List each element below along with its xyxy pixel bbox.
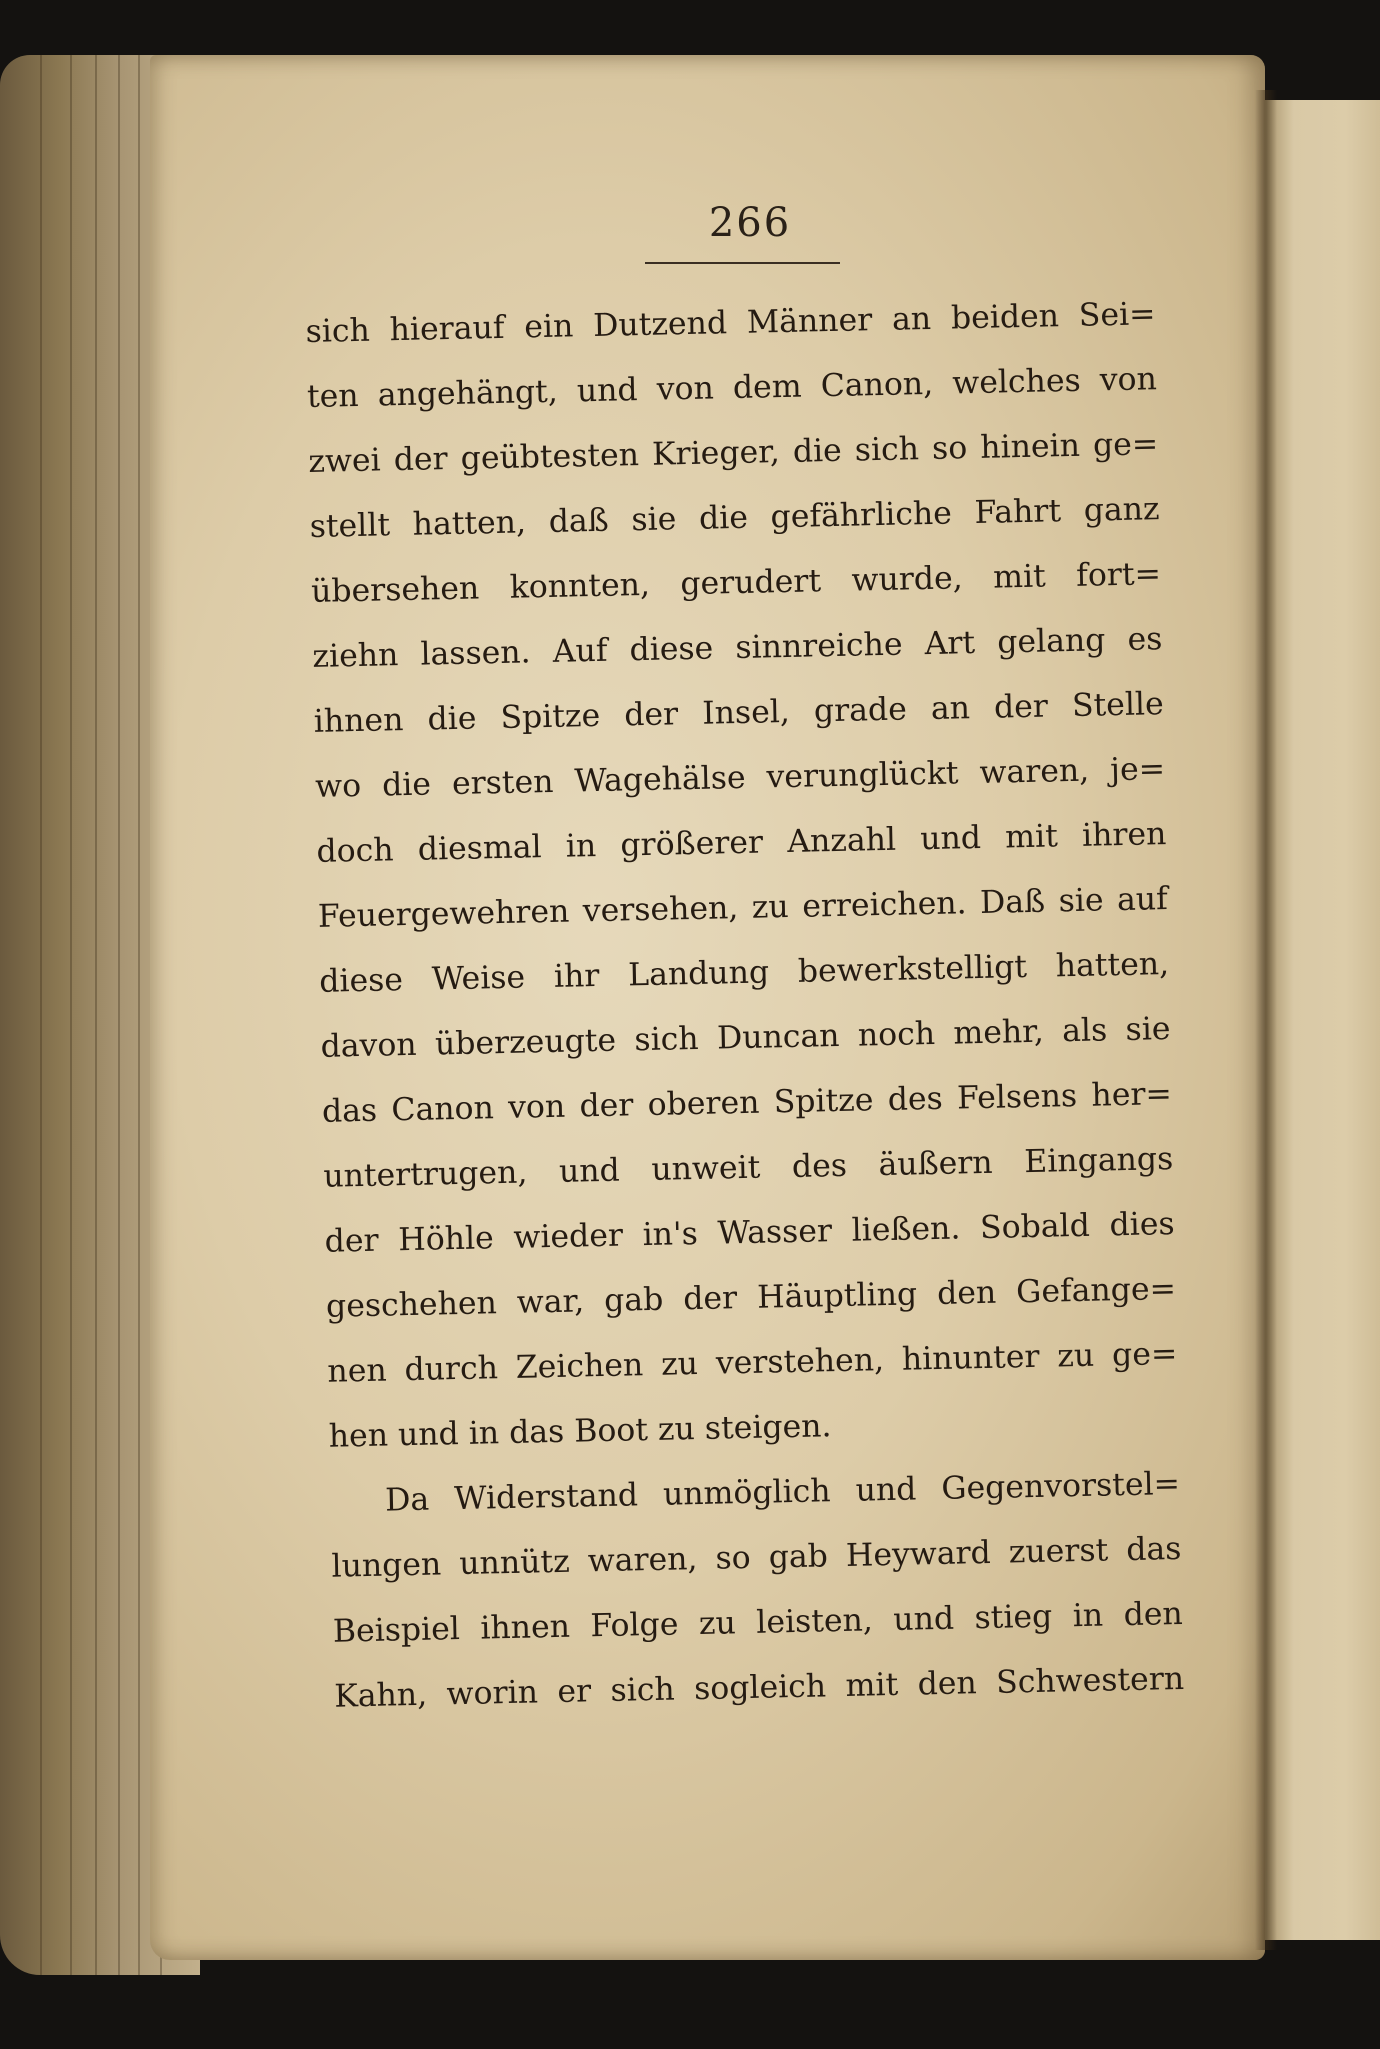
text-line: davon überzeugte sich Duncan noch mehr, als sie bbox=[320, 1011, 1171, 1065]
body-text bbox=[305, 282, 1185, 1729]
text-line: ihnen die Spitze der Insel, grade an der Stelle bbox=[313, 686, 1165, 740]
text-line: übersehen konnten, gerudert wurde, mit fort= bbox=[310, 556, 1162, 610]
text-line: geschehen war, gab der Häuptling den Gefange= bbox=[325, 1270, 1177, 1325]
text-line: stellt hatten, daß sie die gefährliche Fahrt ganz bbox=[309, 491, 1160, 545]
text-line: Feuergewehren versehen, zu erreichen. Daß sie auf bbox=[317, 881, 1169, 935]
text-line: sich hierauf ein Dutzend Männer an beiden Sei= bbox=[305, 296, 1156, 350]
text-line: wo die ersten Wagehälse verunglückt waren, je= bbox=[314, 751, 1166, 805]
text-line: nen durch Zeichen zu verstehen, hinunter zu ge= bbox=[327, 1335, 1178, 1390]
text-line: ziehn lassen. Auf diese sinnreiche Art gelang es bbox=[312, 621, 1163, 675]
text-line: Da Widerstand unmöglich und Gegenvorstel= bbox=[384, 1465, 1181, 1519]
text-line: untertrugen, und unweit des äußern Eingangs bbox=[322, 1141, 1174, 1195]
text-line: ten angehängt, und von dem Canon, welches von bbox=[306, 361, 1158, 415]
text-line: das Canon von der oberen Spitze des Felsens her= bbox=[321, 1076, 1173, 1130]
text-line: Beispiel ihnen Folge zu leisten, und stieg in den bbox=[332, 1595, 1184, 1650]
text-line: lungen unnütz waren, so gab Heyward zuerst das bbox=[331, 1530, 1182, 1585]
text-line: zwei der geübtesten Krieger, die sich so hinein ge= bbox=[308, 426, 1159, 480]
text-line: doch diesmal in größerer Anzahl und mit ihren bbox=[316, 816, 1167, 870]
text-line: Kahn, worin er sich sogleich mit den Schwestern bbox=[333, 1660, 1185, 1715]
page-number: 266 bbox=[708, 200, 792, 246]
facing-page-edge bbox=[1265, 100, 1380, 1940]
text-line: der Höhle wieder in's Wasser ließen. Sobald dies bbox=[324, 1205, 1175, 1260]
text-line: hen und in das Boot zu steigen. bbox=[328, 1408, 832, 1455]
text-line: diese Weise ihr Landung bewerkstelligt hatten, bbox=[318, 946, 1170, 1000]
header-rule bbox=[645, 262, 840, 264]
gutter-shadow bbox=[1255, 90, 1277, 1950]
